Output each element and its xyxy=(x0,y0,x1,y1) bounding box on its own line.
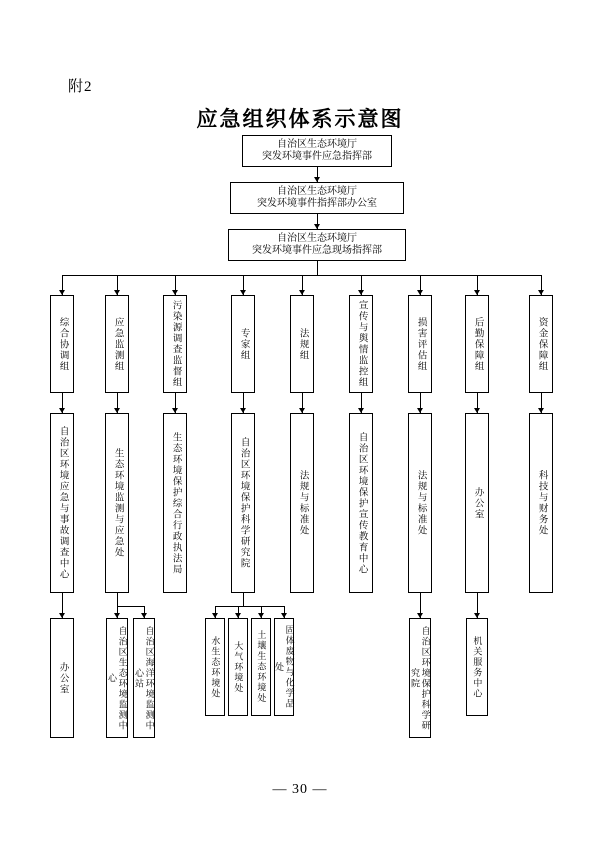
node-l2-5: 法规与标准处 xyxy=(290,413,314,593)
node-l2-8: 办公室 xyxy=(465,413,489,593)
connector-l2-2-stem xyxy=(117,593,118,606)
node-l2-4: 自治区环境保护科学研究院 xyxy=(231,413,255,593)
connector-site-bus xyxy=(317,261,318,275)
node-l2-1: 自治区环境应急与事故调查中心 xyxy=(50,413,74,593)
node-site-line2: 突发环境事件应急现场指挥部 xyxy=(252,245,382,256)
node-l3-1: 办公室 xyxy=(50,618,74,738)
node-l3-6: 土壤生态环境处 xyxy=(251,618,271,716)
node-hq-line2: 突发环境事件应急指挥部 xyxy=(262,151,372,162)
node-group-9: 资金保障组 xyxy=(529,295,553,393)
node-group-1: 综合协调组 xyxy=(50,295,74,393)
node-l3-8: 自治区环境保护科学研究院 xyxy=(409,618,431,738)
connector-l2-4-bus xyxy=(215,606,284,607)
attachment-label: 附2 xyxy=(68,79,93,95)
node-site-line1: 自治区生态环境厅 xyxy=(277,233,357,245)
node-l3-9: 机关服务中心 xyxy=(466,618,488,716)
node-l2-3: 生态环境保护综合行政执法局 xyxy=(163,413,187,593)
node-site xyxy=(228,229,406,261)
page-title: 应急组织体系示意图 xyxy=(196,107,404,131)
node-l3-4: 水生态环境处 xyxy=(205,618,225,716)
node-office xyxy=(230,182,404,214)
node-group-8: 后勤保障组 xyxy=(465,295,489,393)
node-group-7: 损害评估组 xyxy=(408,295,432,393)
node-group-2: 应急监测组 xyxy=(105,295,129,393)
node-l3-5: 大气环境处 xyxy=(228,618,248,716)
node-l2-2: 生态环境监测与应急处 xyxy=(105,413,129,593)
node-l3-3: 自治区海洋环境监测中心站 xyxy=(133,618,155,738)
node-hq xyxy=(242,135,392,167)
node-l2-9: 科技与财务处 xyxy=(529,413,553,593)
node-group-4: 专家组 xyxy=(231,295,255,393)
node-l2-6: 自治区环境保护宣传教育中心 xyxy=(349,413,373,593)
connector-l2-2-bus xyxy=(117,606,144,607)
node-group-6: 宣传与舆情监控组 xyxy=(349,295,373,393)
node-office-line1: 自治区生态环境厅 xyxy=(277,186,357,198)
node-group-3: 污染源调查监督组 xyxy=(163,295,187,393)
node-group-5: 法规组 xyxy=(290,295,314,393)
page-footer: — 30 — xyxy=(272,782,328,797)
node-l2-7: 法规与标准处 xyxy=(408,413,432,593)
node-hq-line1: 自治区生态环境厅 xyxy=(277,139,357,151)
node-office-line2: 突发环境事件指挥部办公室 xyxy=(257,198,377,209)
connector-l2-4-stem xyxy=(243,593,244,606)
node-l3-7: 固体废物与化学品处 xyxy=(274,618,294,716)
node-l3-2: 自治区生态环境监测中心 xyxy=(106,618,128,738)
